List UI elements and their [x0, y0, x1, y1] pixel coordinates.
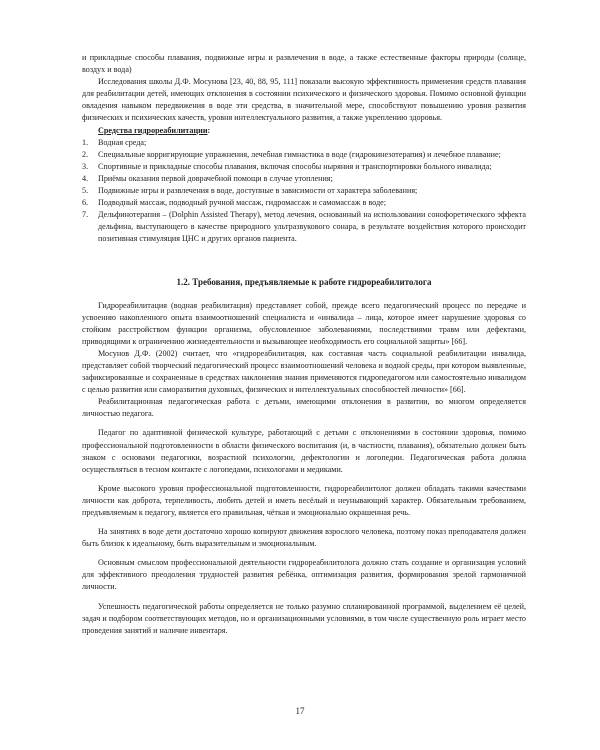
means-heading: [82, 125, 526, 137]
list-item-text: Спортивные и прикладные способы плавания, включая способы ныряния и транспортировки больного инвалида;: [98, 161, 492, 171]
list-item: [82, 137, 526, 149]
list-item: [82, 173, 526, 185]
body-paragraph: Гидрореабилитация (водная реабилитация) представляет собой, прежде всего педагогический процесс по передаче и усвоению накопленного опыта взаимоотношений специалиста и «инвалида – лица, которое имеет нарушение здоровья со стойким расстройством функции организма, обусловленное заболеваниями, последствиями травм или дефектами, приводящими к ограничению жизнедеятельности и вызывающее необходимость его социальной защиты» [66].: [82, 300, 526, 346]
body-paragraph: Реабилитационная педагогическая работа с детьми, имеющими отклонения в развитии, во многом определяется личностью педагога.: [82, 397, 526, 419]
section-title: 1.2. Требования, предъявляемые к работе гидрореабилитолога: [176, 276, 432, 287]
list-item: [82, 149, 526, 161]
body-paragraph: Успешность педагогической работы определяется не только разумно спланированной программой, выделением её целей, задач и подбором соответствующих методов, но и организационными условиями, в том числе существенную роль играет место проведения занятий и наличие инвентаря.: [82, 601, 526, 635]
body-paragraph: Педагог по адаптивной физической культуре, работающий с детьми с отклонениями в состоянии здоровья, помимо профессиональной подготовленности в области физического воспитания (и, в частности, плавания), обязательно должен быть знаком с основами педагогики, возрастной психологии, дефектологии и логопедии. Педагогическая работа должна осуществляться в тесном контакте с логопедами, психологами и медиками.: [82, 428, 526, 474]
school-research-paragraph: Исследования школы Д.Ф. Мосунова [23, 40, 88, 95, 111] показали высокую эффективность применения средств плавания для реабилитации детей, имеющих отклонения в состоянии психического и физического здоровья. Помимо основной функции овладения навыком передвижения в воде эти средства, в значительной мере, способствуют повышению уровня развития физических и психических качеств, уровня интеллектуального развития, а также укреплению здоровья.: [82, 77, 526, 123]
page-content: [82, 52, 526, 637]
list-item-text: Специальные корригирующие упражнения, лечебная гимнастика в воде (гидрокинезотерапия) и лечебное плавание;: [98, 149, 501, 159]
list-item-number: 5.: [82, 186, 89, 196]
continuation-paragraph: и прикладные способы плавания, подвижные игры и развлечения в воде, а также естественные факторы природы (солнце, воздух и вода): [82, 53, 526, 75]
body-paragraph: Кроме высокого уровня профессиональной подготовленности, гидрореабилитолог должен обладать такими качествами личности как доброта, терпеливость, любить детей и иметь весёлый и неунывающий характер. Обязательным требованием, предъявляемым к педагогу, является его правильная, чёткая и эмоционально окрашенная речь.: [82, 483, 526, 517]
list-item-number: 2.: [82, 149, 89, 159]
list-item-number: 7.: [82, 210, 89, 220]
page-number: 17: [295, 706, 305, 716]
list-item: [82, 185, 526, 197]
list-item-number: 1.: [82, 137, 89, 147]
list-item-text: Подводный массаж, подводный ручной массаж, гидромассаж и самомассаж в воде;: [98, 198, 386, 208]
list-item-text: Дельфинотерапия – (Dolphin Assisted Therapy), метод лечения, основанный на использовании сонофоретического эффекта дельфина, выступающего в качестве природного ультразвукового сонара, в результате воздействия которого происходит позитивная стимуляция ЦНС и других органов пациента.: [98, 210, 526, 244]
list-item-text: Водная среда;: [98, 137, 147, 147]
list-item-number: 4.: [82, 173, 89, 183]
list-item-text: Подвижные игры и развлечения в воде, доступные в зависимости от характера заболевания;: [98, 186, 418, 196]
means-heading-colon: :: [207, 125, 211, 135]
list-item-number: 3.: [82, 161, 89, 171]
means-list: [82, 137, 526, 246]
list-item-text: Приёмы оказания первой доврачебной помощи в случае утопления;: [98, 173, 333, 183]
body-paragraph: Мосунов Д.Ф. (2002) считает, что «гидрореабилитация, как составная часть социальной реабилитации инвалида, представляет собой творческий педагогический процесс взаимоотношений человека и водной среды, при котором выявленные, зафиксированные и сохраненные в средствах наклонения знания применяются гидропедагогом или самостоятельно инвалидом с целью развития или саморазвития духовных, физических и интеллектуальных способностей личности» [66].: [82, 348, 526, 395]
means-heading-text: Средства гидрореабилитации: [98, 125, 208, 135]
list-item: [82, 209, 526, 245]
list-item-number: 6.: [82, 198, 89, 208]
list-item: [82, 197, 526, 209]
body-paragraph: На занятиях в воде дети достаточно хорошо копируют движения взрослого человека, поэтому показ преподавателя должен быть близок к идеальному, быть выразительным и эмоциональным.: [82, 527, 526, 549]
body-paragraph: Основным смыслом профессиональной деятельности гидрореабилитолога должно стать создание и организация условий для эффективного преодоления трудностей развития ребёнка, оптимизация развития, формирования зрелой гармоничной личности.: [82, 558, 526, 592]
list-item: [82, 161, 526, 173]
